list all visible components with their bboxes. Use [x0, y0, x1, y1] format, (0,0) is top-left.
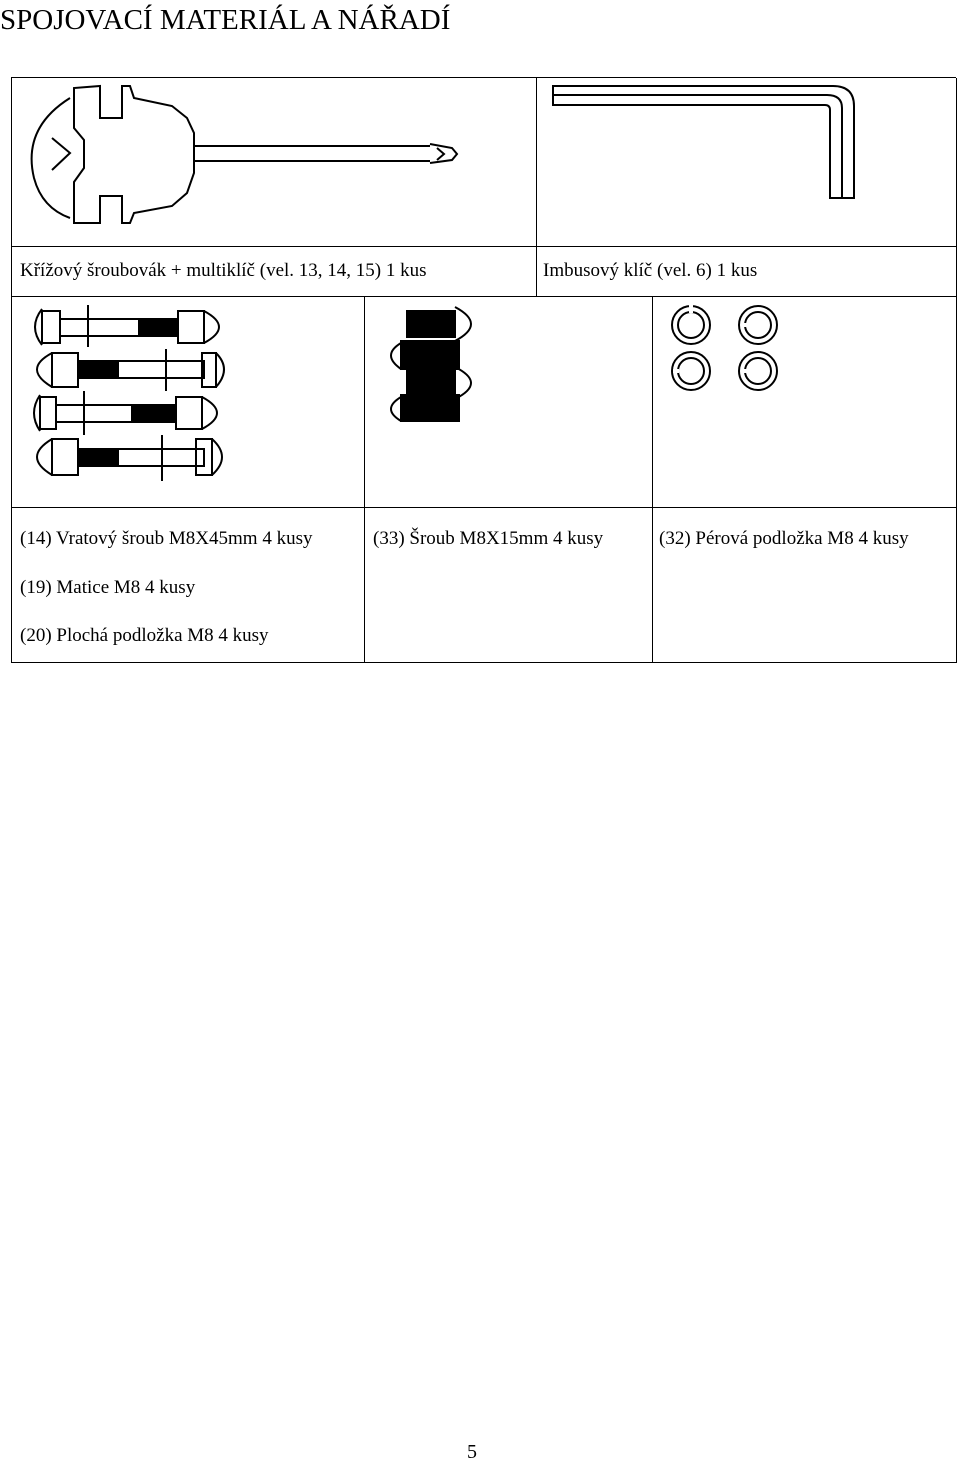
screwdriver-wrench-icon: [12, 78, 536, 246]
fastener-column-spring-washer: [653, 297, 957, 663]
fastener-column-short-bolt: [365, 297, 653, 663]
caption-line: (32) Pérová podložka M8 4 kusy: [659, 528, 909, 549]
spring-washer-image-cell: [653, 297, 957, 508]
spring-washer-caption-cell: [653, 508, 957, 663]
caption-line: (33) Šroub M8X15mm 4 kusy: [373, 528, 604, 549]
parts-table: [11, 77, 956, 663]
tool-column-allen-key: [537, 78, 957, 297]
page-title: SPOJOVACÍ MATERIÁL A NÁŘADÍ: [0, 4, 451, 36]
tool-column-screwdriver: [12, 78, 537, 297]
screwdriver-image-cell: [12, 78, 537, 247]
allen-key-icon: [537, 78, 956, 246]
carriage-bolt-caption-cell: [12, 508, 365, 663]
allen-key-image-cell: [537, 78, 957, 247]
short-bolt-caption-cell: [365, 508, 653, 663]
short-bolt-set-icon: [365, 297, 652, 507]
allen-key-caption-cell: [537, 247, 957, 297]
allen-key-caption: Imbusový klíč (vel. 6) 1 kus: [543, 260, 758, 281]
spring-washer-set-icon: [653, 297, 956, 507]
carriage-bolt-image-cell: [12, 297, 365, 508]
page-number: 5: [467, 1441, 477, 1463]
fastener-column-carriage-bolt: [12, 297, 365, 663]
caption-line: (20) Plochá podložka M8 4 kusy: [20, 625, 269, 646]
screwdriver-caption: Křížový šroubovák + multiklíč (vel. 13, 14, 15) 1 kus: [20, 260, 427, 281]
caption-line: (19) Matice M8 4 kusy: [20, 577, 196, 598]
tools-row: [11, 77, 956, 297]
screwdriver-caption-cell: [12, 247, 537, 297]
short-bolt-image-cell: [365, 297, 653, 508]
caption-line: (14) Vratový šroub M8X45mm 4 kusy: [20, 528, 313, 549]
carriage-bolt-set-icon: [12, 297, 364, 507]
fasteners-row: [11, 297, 956, 663]
